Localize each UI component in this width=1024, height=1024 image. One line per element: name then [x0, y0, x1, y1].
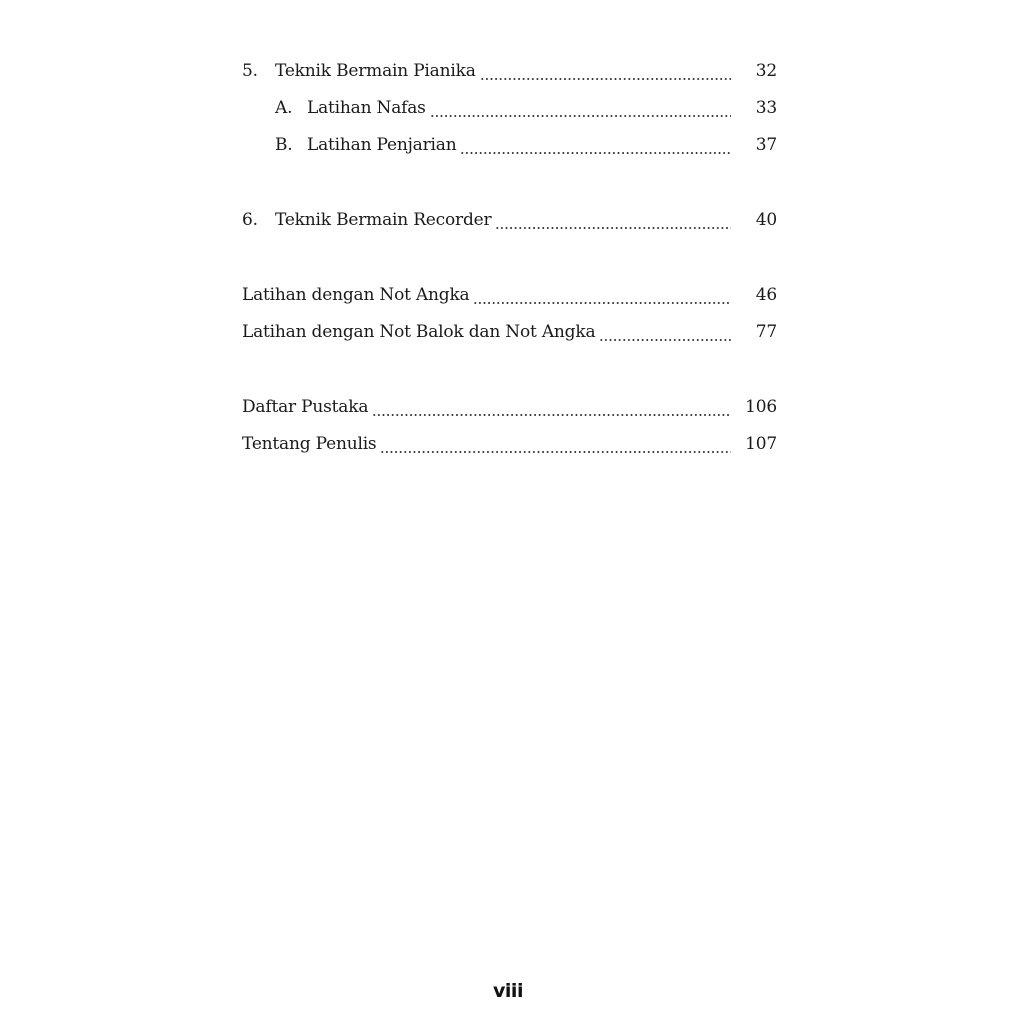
toc-entry-page: 33 — [755, 97, 777, 118]
toc-entry[interactable] — [242, 388, 777, 425]
toc-entry-title: Latihan dengan Not Balok dan Not Angka — [242, 322, 599, 342]
toc-entry-title: Latihan Nafas — [307, 98, 430, 118]
table-of-contents — [242, 52, 777, 462]
toc-entry[interactable] — [242, 201, 777, 238]
toc-entry-page: 46 — [755, 284, 777, 305]
dot-leader — [495, 213, 731, 230]
toc-entry-title: Latihan Penjarian — [307, 135, 460, 155]
dot-leader — [372, 400, 731, 417]
toc-entry-title: Tentang Penulis — [242, 434, 380, 454]
toc-entry-number: A. — [275, 97, 293, 118]
dot-leader — [473, 288, 731, 305]
toc-entry-page: 106 — [745, 396, 777, 417]
toc-entry-number: B. — [275, 134, 293, 155]
toc-entry-number: 6. — [242, 209, 258, 230]
toc-entry-title: Teknik Bermain Pianika — [275, 61, 480, 81]
dot-leader — [599, 325, 731, 342]
toc-entry[interactable] — [242, 313, 777, 350]
toc-entry-page: 37 — [755, 134, 777, 155]
toc-subentry[interactable] — [242, 126, 777, 163]
toc-entry-page: 32 — [755, 60, 777, 81]
dot-leader — [430, 101, 731, 118]
toc-entry-page: 107 — [745, 433, 777, 454]
toc-entry-number: 5. — [242, 60, 258, 81]
toc-entry-page: 77 — [755, 321, 777, 342]
toc-entry-title: Daftar Pustaka — [242, 397, 372, 417]
toc-entry[interactable] — [242, 425, 777, 462]
dot-leader — [380, 437, 731, 454]
toc-subentry[interactable] — [242, 89, 777, 126]
dot-leader — [480, 64, 731, 81]
page-number: viii — [493, 980, 523, 1002]
toc-entry-title: Latihan dengan Not Angka — [242, 285, 473, 305]
dot-leader — [460, 138, 731, 155]
toc-entry-page: 40 — [755, 209, 777, 230]
toc-entry-title: Teknik Bermain Recorder — [275, 210, 495, 230]
toc-entry[interactable] — [242, 52, 777, 89]
toc-entry[interactable] — [242, 276, 777, 313]
